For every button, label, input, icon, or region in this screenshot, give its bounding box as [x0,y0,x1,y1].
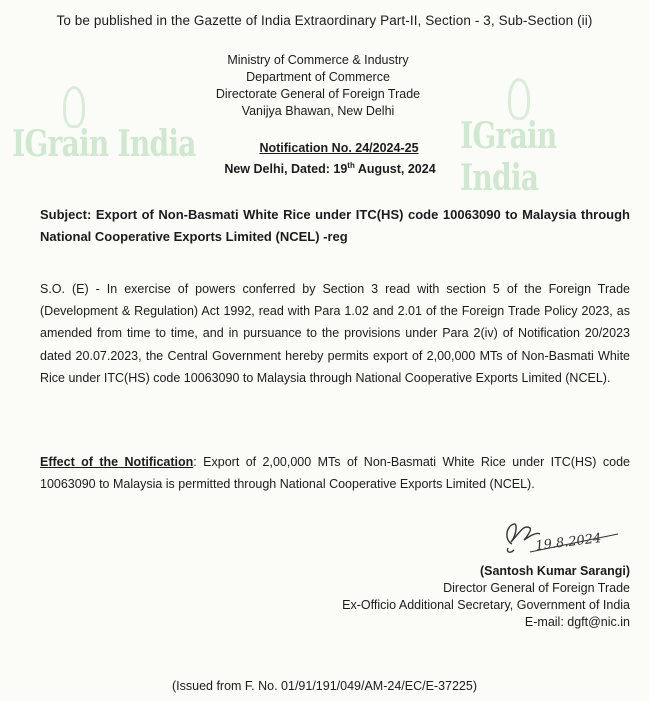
signatory-title: Director General of Foreign Trade [443,581,630,595]
department-name: Department of Commerce [246,70,390,84]
signatory-block [260,563,630,631]
effect-of-notification [40,452,630,495]
watermark-right: IGrain India [460,115,557,199]
directorate-name: Directorate General of Foreign Trade [215,87,421,101]
office-address: Vanijya Bhawan, New Delhi [241,104,395,118]
handwritten-signature [500,514,630,560]
subject-line [40,204,630,248]
watermark-sprout-icon [63,86,85,128]
watermark-sprout-icon [508,78,530,120]
handwritten-date: 19.8.2024 [534,531,603,554]
gazette-line: To be published in the Gazette of India Extraordinary Part-II, Section - 3, Sub-Section (ii) [56,13,593,28]
watermark-left: IGrain India [12,123,196,165]
signatory-designation: Ex-Officio Additional Secretary, Government of India [342,598,630,612]
ministry-name: Ministry of Commerce & Industry [227,53,409,67]
effect-label: Effect of the Notification [40,455,194,469]
issuing-authority [188,52,448,120]
notification-number: Notification No. 24/2024-25 [259,141,419,155]
subject-label: Subject: [40,207,92,222]
subject-text: Export of Non-Basmati White Rice under ITC(HS) code 10063090 to Malaysia through National Cooperative Exports Limited (NCEL) -reg [40,207,630,244]
effect-text: : Export of 2,00,000 MTs of Non-Basmati White Rice under ITC(HS) code 10063090 to Malaysia is permitted through National Cooperative Exports Limited (NCEL). [40,455,630,491]
signatory-name: (Santosh Kumar Sarangi) [479,564,630,578]
notification-body: S.O. (E) - In exercise of powers conferred by Section 3 read with section 5 of the Foreign Trade (Development & Regulation) Act 1992, read with Para 1.02 and 2.01 of the Foreign Trade Policy 2023, as amended from time to time, and in pursuance to the provisions under Para 2(iv) of Notification 20/2023 dated 20.07.2023, the Central Government hereby permits export of 2,00,000 MTs of Non-Basmati White Rice under ITC(HS) code 10063090 to Malaysia through National Cooperative Exports Limited (NCEL). [40,282,630,385]
signatory-email: E-mail: dgft@nic.in [524,615,630,629]
notification-header [190,140,470,178]
file-reference: (Issued from F. No. 01/91/191/049/AM-24/EC/E-37225) [171,679,478,693]
notification-date: New Delhi, Dated: 19th August, 2024 [224,161,436,177]
